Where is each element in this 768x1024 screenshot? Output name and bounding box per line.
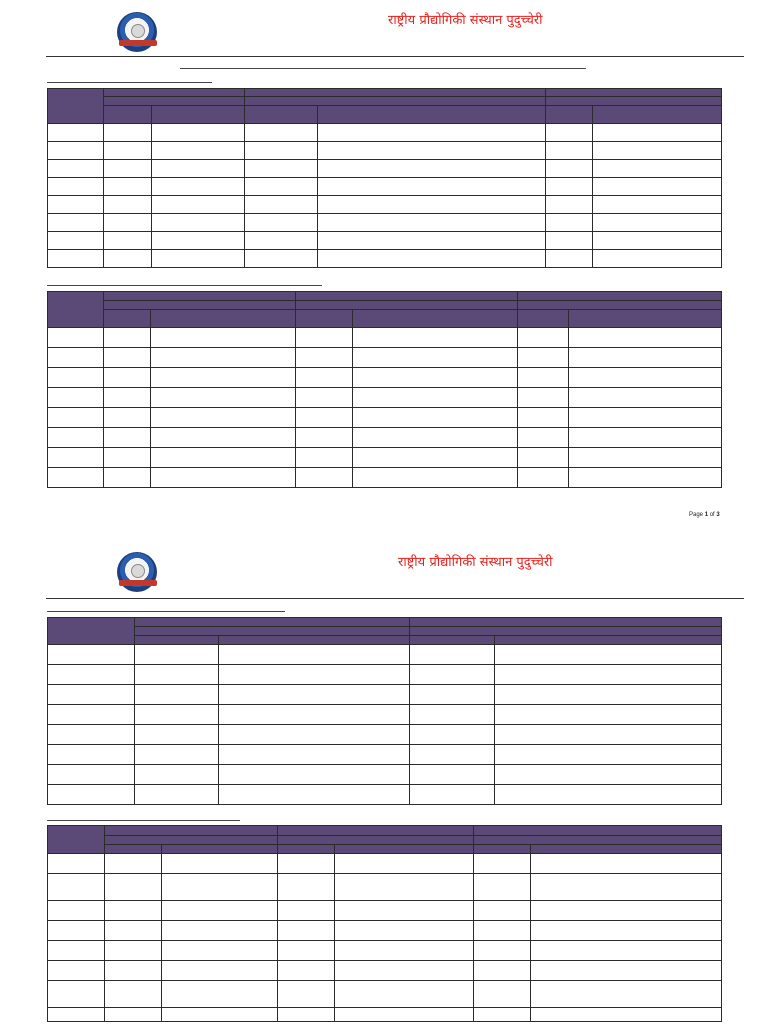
table-row <box>48 214 722 232</box>
header-cell <box>495 636 722 645</box>
table-row <box>48 142 722 160</box>
header-cell <box>245 106 318 124</box>
header-cell <box>296 292 518 301</box>
header-rule <box>46 598 744 599</box>
header-cell <box>318 106 546 124</box>
header-cell <box>410 627 722 636</box>
header-cell <box>410 636 495 645</box>
table-row <box>48 685 722 705</box>
table-row <box>48 196 722 214</box>
header-cell <box>105 836 278 845</box>
header-cell <box>104 310 151 328</box>
table-row <box>48 448 722 468</box>
header-cell <box>219 636 410 645</box>
table-row <box>48 941 722 961</box>
header-cell <box>104 89 245 97</box>
header-cell <box>531 845 722 854</box>
header-cell <box>135 618 410 627</box>
header-cell <box>151 310 296 328</box>
header-cell <box>135 636 219 645</box>
table-row <box>48 1008 722 1022</box>
header-cell <box>135 627 410 636</box>
header-cell <box>48 618 135 645</box>
table-row <box>48 348 722 368</box>
table-row <box>48 961 722 981</box>
table-row <box>48 645 722 665</box>
header-cell <box>474 845 531 854</box>
table-row <box>48 428 722 448</box>
table-row <box>48 874 722 901</box>
header-cell <box>474 826 722 836</box>
header-cell <box>104 106 152 124</box>
table-row <box>48 250 722 268</box>
table-2 <box>47 291 722 488</box>
institute-name-hindi: राष्ट्रीय प्रौद्योगिकी संस्थान पुदुच्चेरी <box>388 13 543 28</box>
header-cell <box>569 310 722 328</box>
header-cell <box>48 292 104 328</box>
table-row <box>48 160 722 178</box>
table-row <box>48 178 722 196</box>
table-row <box>48 388 722 408</box>
table-row <box>48 124 722 142</box>
table-row <box>48 468 722 488</box>
header-cell <box>278 845 335 854</box>
header-cell <box>48 89 104 124</box>
header-cell <box>518 310 569 328</box>
table-4 <box>47 825 722 1022</box>
section-heading-underline <box>47 285 322 286</box>
table-row <box>48 665 722 685</box>
table-3 <box>47 617 722 805</box>
institute-logo-icon <box>117 12 161 56</box>
table-row <box>48 232 722 250</box>
header-cell <box>104 301 296 310</box>
header-cell <box>474 836 722 845</box>
header-cell <box>162 845 278 854</box>
header-cell <box>335 845 474 854</box>
table-row <box>48 921 722 941</box>
section-heading-underline <box>47 820 240 821</box>
page-number: Page 1 of 3 <box>689 512 720 518</box>
table-row <box>48 854 722 874</box>
table-row <box>48 408 722 428</box>
header-cell <box>152 106 245 124</box>
header-cell <box>518 292 722 301</box>
header-cell <box>296 301 518 310</box>
header-cell <box>410 618 722 627</box>
section-heading-underline <box>47 82 212 83</box>
table-row <box>48 765 722 785</box>
table-1 <box>47 88 722 268</box>
header-cell <box>353 310 518 328</box>
header-cell <box>48 826 105 854</box>
header-cell <box>104 292 296 301</box>
page-2 <box>0 530 768 1024</box>
table-row <box>48 901 722 921</box>
header-cell <box>546 89 722 97</box>
header-cell <box>518 301 722 310</box>
title-underline <box>180 68 586 69</box>
table-row <box>48 981 722 1008</box>
header-rule <box>46 56 744 57</box>
table-row <box>48 745 722 765</box>
institute-logo-icon <box>117 552 161 596</box>
table-row <box>48 328 722 348</box>
header-cell <box>278 826 474 836</box>
header-cell <box>104 97 245 106</box>
header-cell <box>296 310 353 328</box>
header-cell <box>546 97 722 106</box>
table-row <box>48 785 722 805</box>
header-cell <box>245 89 546 97</box>
table-row <box>48 705 722 725</box>
table-row <box>48 725 722 745</box>
header-cell <box>245 97 546 106</box>
header-cell <box>593 106 722 124</box>
section-heading-underline <box>47 611 285 612</box>
header-cell <box>105 826 278 836</box>
header-cell <box>278 836 474 845</box>
header-cell <box>546 106 593 124</box>
table-row <box>48 368 722 388</box>
header-cell <box>105 845 162 854</box>
institute-name-hindi: राष्ट्रीय प्रौद्योगिकी संस्थान पुदुच्चेरी <box>398 555 553 570</box>
